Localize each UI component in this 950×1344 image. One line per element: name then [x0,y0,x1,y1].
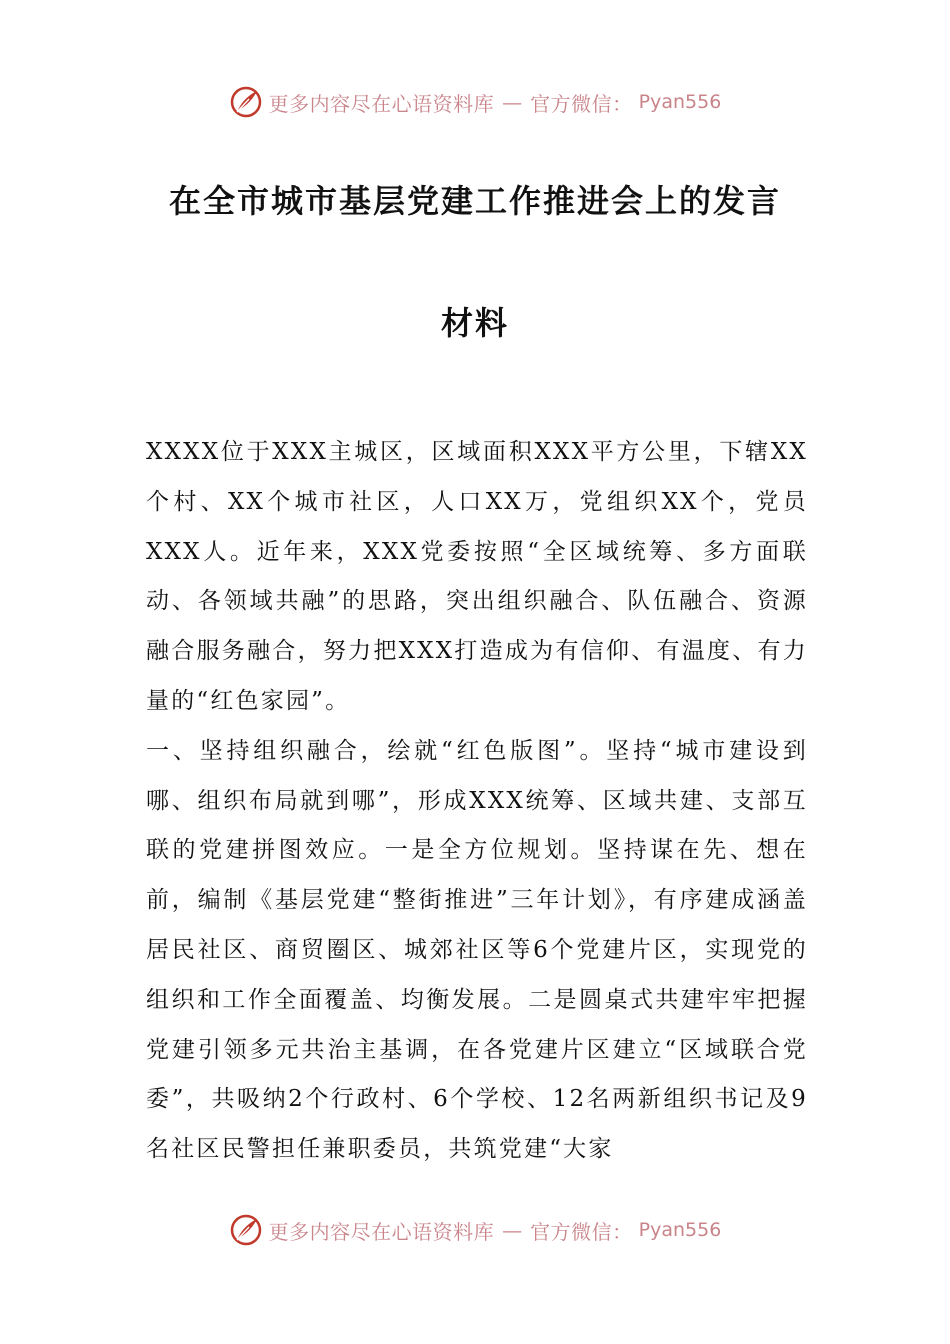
watermark-separator: — [502,1218,523,1242]
quill-pen-logo-icon [229,1213,263,1247]
watermark-label: 官方微信： [530,1219,633,1244]
watermark-wechat-id: Pyan556 [638,91,722,113]
watermark-separator: — [502,90,523,114]
document-title-line-2: 材料 [440,304,509,342]
header-watermark [0,82,950,122]
watermark-label: 官方微信： [530,91,633,116]
document-body [146,428,808,1175]
watermark-wechat-id: Pyan556 [638,1219,722,1241]
watermark-site-text: 更多内容尽在心语资料库 [268,1219,495,1244]
body-paragraph: 一、坚持组织融合，绘就“红色版图”。坚持“城市建设到哪、组织布局就到哪”，形成XXX统筹、区域共建、支部互联的党建拼图效应。一是全方位规划。坚持谋在先、想在前，编制《基层党建“整街推进”三年计划》，有序建成涵盖居民社区、商贸圈区、城郊社区等6个党建片区，实现党的组织和工作全面覆盖、均衡发展。二是圆桌式共建牢牢把握党建引领多元共治主基调，在各党建片区建立“区域联合党委”，共吸纳2个行政村、6个学校、12名两新组织书记及9名社区民警担任兼职委员，共筑党建“大家 [146,737,808,1163]
footer-watermark [0,1210,950,1250]
body-paragraph: XXXX位于XXX主城区，区域面积XXX平方公里，下辖XX个村、XX个城市社区，人口XX万，党组织XX个，党员XXX人。近年来，XXX党委按照“全区域统筹、多方面联动、各领域共融”的思路，突出组织融合、队伍融合、资源融合服务融合，努力把XXX打造成为有信仰、有温度、有力量的“红色家园”。 [146,439,808,714]
watermark-site-text: 更多内容尽在心语资料库 [268,91,495,116]
document-title-line-1: 在全市城市基层党建工作推进会上的发言 [168,182,781,220]
quill-pen-logo-icon [229,85,263,119]
